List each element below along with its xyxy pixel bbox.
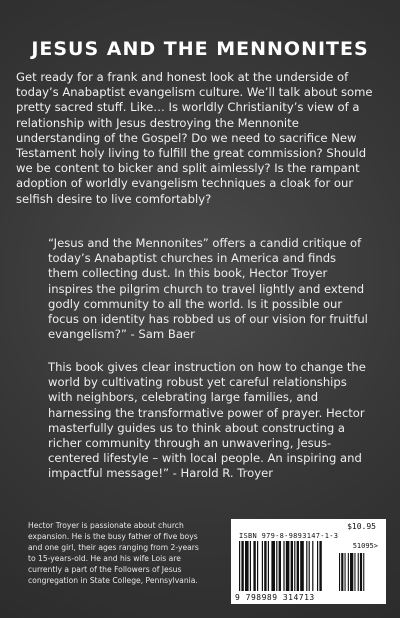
isbn-label: ISBN 979-8-9893147-1-3 [239,532,339,540]
book-title: JESUS AND THE MENNONITES [31,38,369,60]
endorsement-quote-2: This book gives clear instruction on how to change the world by cultivating robust yet careful relationships with neighbors, celebrating large families, and harnessing the transformative power of prayer. Hector masterfully guides us to think about constructing a richer community through an unwavering, Jesus-centered lifestyle – with local people. An inspiring and impactful message!” - Harold R. Troyer [48,360,366,481]
barcode-bars [239,541,374,593]
endorsement-quote-1: “Jesus and the Mennonites” offers a candid critique of today’s Anabaptist churches in America and finds them collecting dust. In this book, Hector Troyer inspires the pilgrim church to travel lightly and extend godly community to all the world. Is it possible our focus on identity has robbed us of our vision for fruitful evangelism?” - Sam Baer [48,236,368,342]
barcode-digits: 9 798989 314713 [235,593,315,602]
price-code: 51095> [352,542,378,550]
author-bio: Hector Troyer is passionate about church expansion. He is the busy father of five boys and one girl, their ages ranging from 2-years to 15-years-old. He and his wife Lois are currently a part of the Followers of Jesus congregation in State College, Pennsylvania. [28,521,199,585]
price-label: $10.95 [347,522,376,531]
intro-paragraph: Get ready for a frank and honest look at the underside of today’s Anabaptist evangelism culture. We’ll talk about some pretty sacred stuff. Like… Is worldly Christianity’s view of a relationship with Jesus destroying the Mennonite understanding of the Gospel? Do we need to sacrifice New Testament holy living to fulfill the great commission? Should we be content to bicker and split aimlessly? Is the rampant adoption of worldly evangelism techniques a cloak for our selfish desire to live comfortably? [16,70,373,206]
isbn-barcode-box [231,519,386,604]
